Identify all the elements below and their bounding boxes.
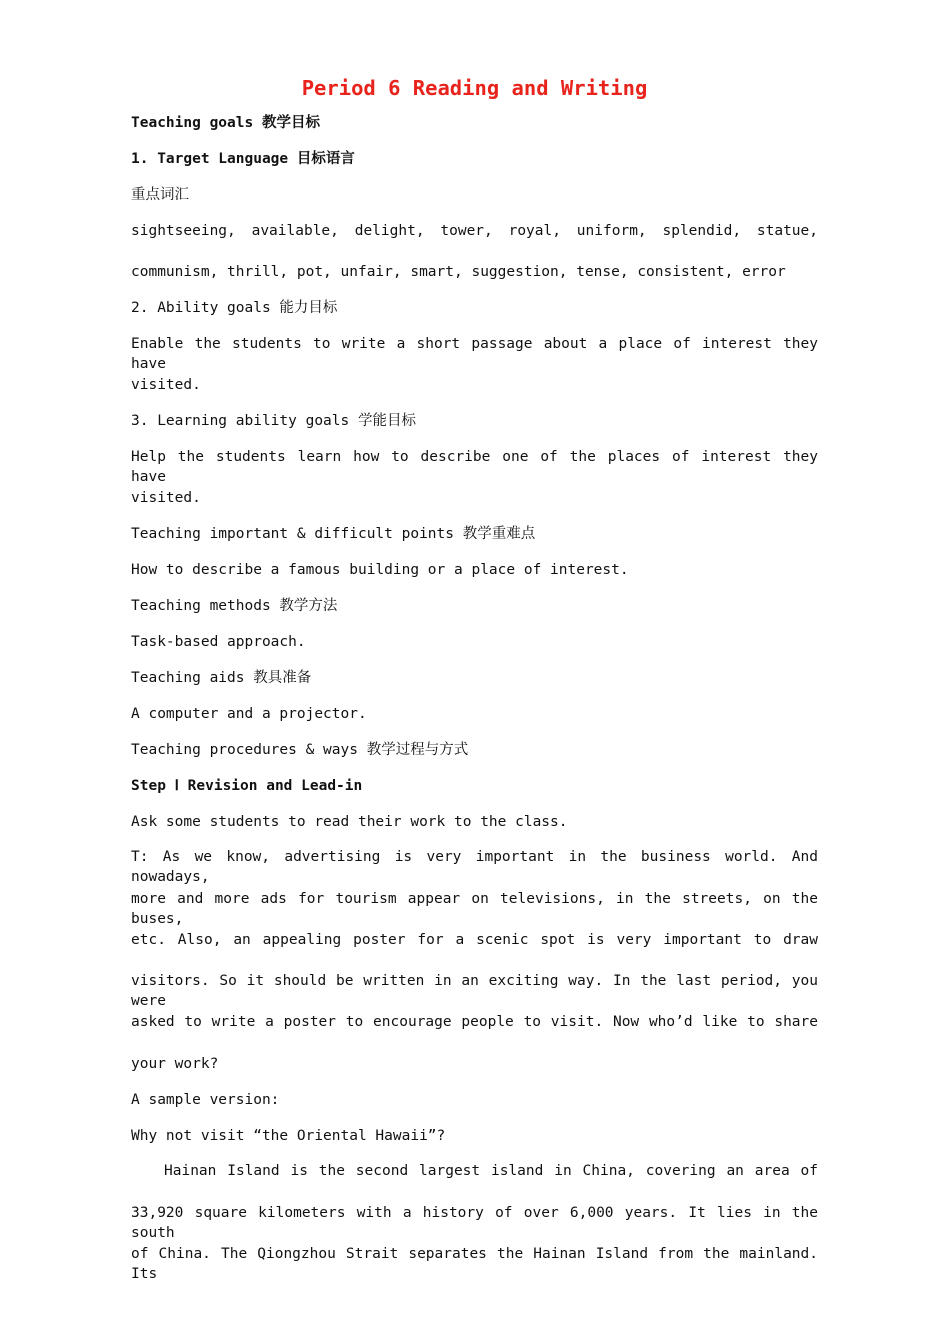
- aids-text: A computer and a projector.: [131, 706, 367, 722]
- teaching-goals-heading: Teaching goals 教学目标: [131, 115, 320, 131]
- ability-goals-heading: 2. Ability goals 能力目标: [131, 300, 338, 316]
- target-language-heading: 1. Target Language 目标语言: [131, 151, 355, 167]
- step1-heading: Step Ⅰ Revision and Lead-in: [131, 778, 363, 794]
- sample-paragraph-line: Hainan Island is the second largest island in China, covering an area of: [164, 1163, 818, 1179]
- important-points-heading: Teaching important & difficult points 教学重难点: [131, 526, 536, 542]
- methods-text: Task-based approach.: [131, 634, 306, 650]
- ability-goals-text: visited.: [131, 377, 201, 393]
- ability-goals-text: Enable the students to write a short passage about a place of interest they have: [131, 336, 818, 372]
- key-words-line: sightseeing, available, delight, tower, royal, uniform, splendid, statue,: [131, 223, 818, 239]
- teacher-speech-line: visitors. So it should be written in an exciting way. In the last period, you were: [131, 973, 818, 1009]
- sample-label: A sample version:: [131, 1092, 280, 1108]
- learning-goals-text: visited.: [131, 490, 201, 506]
- step1-text: Ask some students to read their work to the class.: [131, 814, 568, 830]
- page-title: Period 6 Reading and Writing: [301, 76, 648, 100]
- learning-goals-text: Help the students learn how to describe one of the places of interest they have: [131, 449, 818, 485]
- teacher-speech-line: more and more ads for tourism appear on televisions, in the streets, on the buses,: [131, 891, 818, 927]
- teacher-speech-line: your work?: [131, 1056, 219, 1072]
- teacher-speech-line: etc. Also, an appealing poster for a scenic spot is very important to draw: [131, 932, 818, 948]
- sample-title: Why not visit “the Oriental Hawaii”?: [131, 1128, 446, 1144]
- sample-paragraph-line: of China. The Qiongzhou Strait separates the Hainan Island from the mainland. Its: [131, 1246, 818, 1282]
- learning-goals-heading: 3. Learning ability goals 学能目标: [131, 413, 416, 429]
- key-words-line: communism, thrill, pot, unfair, smart, suggestion, tense, consistent, error: [131, 264, 786, 280]
- important-points-text: How to describe a famous building or a place of interest.: [131, 562, 629, 578]
- procedures-heading: Teaching procedures & ways 教学过程与方式: [131, 742, 469, 758]
- methods-heading: Teaching methods 教学方法: [131, 598, 338, 614]
- key-words-heading: 重点词汇: [131, 187, 189, 203]
- teacher-speech-line: T: As we know, advertising is very important in the business world. And nowadays,: [131, 849, 818, 885]
- teacher-speech-line: asked to write a poster to encourage people to visit. Now who’d like to share: [131, 1014, 818, 1030]
- sample-paragraph-line: 33,920 square kilometers with a history of over 6,000 years. It lies in the south: [131, 1205, 818, 1241]
- aids-heading: Teaching aids 教具准备: [131, 670, 312, 686]
